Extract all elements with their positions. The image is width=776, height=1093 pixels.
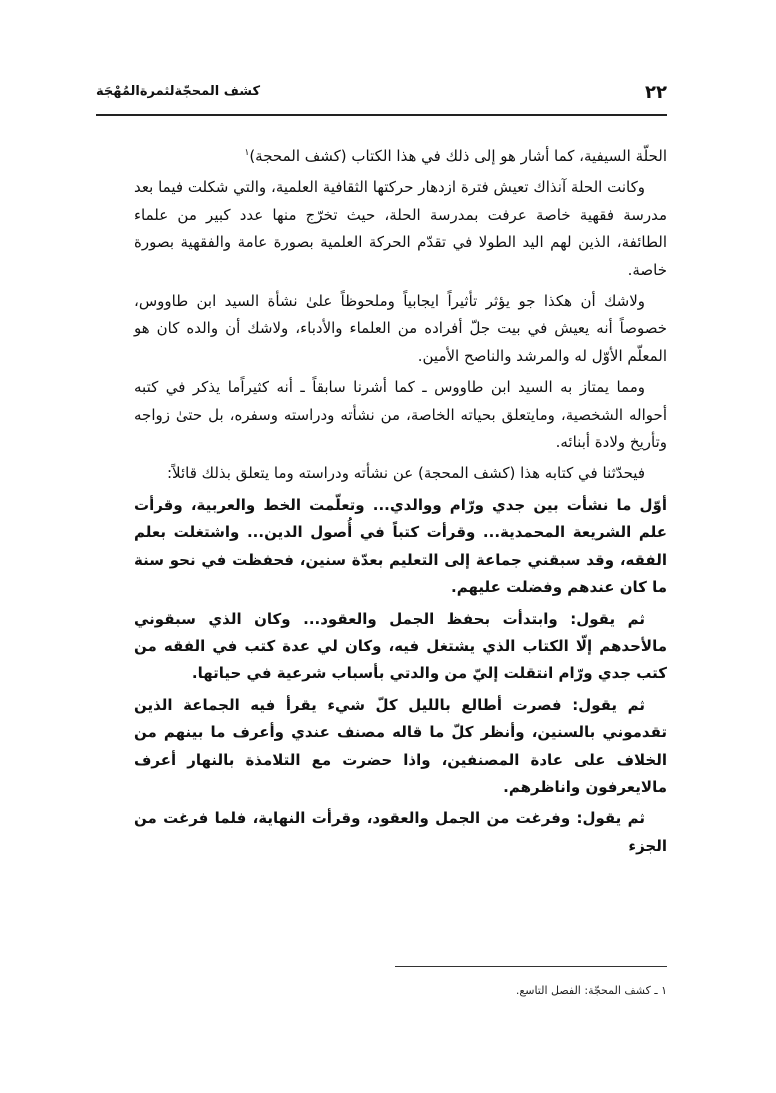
paragraph-text: فيحدّثنا في كتابه هذا (كشف المحجة) عن نشأته ودراسته وما يتعلق بذلك قائلاً: bbox=[166, 464, 645, 483]
paragraph-text: الحلّة السيفية، كما أشار هو إلى ذلك في هذا الكتاب (كشف المحجة) bbox=[249, 147, 667, 165]
page-number: ٢٢ bbox=[645, 82, 667, 103]
paragraph-text: ولاشك أن هكذا جو يؤثر تأثيراً ايجابياً وملحوظاً علىٰ نشأة السيد ابن طاووس، خصوصاً أنه يعيش في بيت جلّ أفراده من العلماء والأدباء، ولاشك أن والده كان هو المعلّم الأوّل له والمرشد والناصح الأمين. bbox=[134, 292, 667, 365]
paragraph-text: ثم يقول: وابتدأت بحفظ الجمل والعقود... وكان الذي سبقوني مالأحدهم إلّا الكتاب الذي يشتغل فيه، وكان لي عدة كتب في الفقه من كتب جدي ورّام انتقلت إليّ من والدتي بأسباب شرعية في حياتها. bbox=[134, 609, 667, 683]
paragraph bbox=[134, 140, 667, 170]
paragraph bbox=[134, 492, 667, 602]
main-text bbox=[134, 140, 667, 864]
paragraph bbox=[134, 692, 667, 802]
footnote: ١ ـ كشف المحجّة: الفصل التاسع. bbox=[515, 984, 667, 997]
page-header bbox=[96, 80, 667, 110]
paragraph bbox=[134, 288, 667, 370]
paragraph-text: ثم يقول: فصرت أطالع بالليل كلّ شيء يقرأ فيه الجماعة الذين تقدموني بالسنين، وأنظر كلّ ما قاله مصنف عندي وأعرف ما بينهم من الخلاف على عادة المصنفين، واذا حضرت مع التلامذة بالنهار أعرف مالايعرفون واناظرهم. bbox=[134, 695, 667, 796]
paragraph-text: ومما يمتاز به السيد ابن طاووس ـ كما أشرنا سابقاً ـ أنه كثيراًما يذكر في كتبه أحواله الشخصية، ومايتعلق بحياته الخاصة، من نشأته ودراسته وسفره، بل حتىٰ زواجه وتأريخ ولادة أبنائه. bbox=[134, 378, 667, 452]
paragraph bbox=[134, 460, 667, 487]
header-divider bbox=[96, 114, 667, 116]
footnote-divider bbox=[395, 966, 667, 967]
paragraph-text: وكانت الحلة آنذاك تعيش فترة ازدهار حركتها الثقافية العلمية، والتي شكلت فيما بعد مدرسة فقهية خاصة عرفت بمدرسة الحلة، حيث تخرّج منها عدد كبير من علماء الطائفة، الذين لهم اليد الطولا في تقدّم الحركة العلمية بصورة عامة والفقهية بصورة خاصة. bbox=[134, 178, 667, 279]
paragraph bbox=[134, 174, 667, 284]
paragraph bbox=[134, 805, 667, 860]
running-title: كشف المحجّةلثمرةالمُهْجَة bbox=[96, 84, 261, 99]
paragraph-text: أوّل ما نشأت بين جدي ورّام ووالدي... وتعلّمت الخط والعربية، وقرأت علم الشريعة المحمدية... وقرأت كتباً في أُصول الدين... واشتغلت بعلم الفقه، وقد سبقني جماعة إلى التعليم بعدّة سنين، فحفظت في نحو سنة ما كان عندهم وفضلت عليهم. bbox=[134, 495, 667, 597]
paragraph bbox=[134, 606, 667, 688]
paragraph-text: ثم يقول: وفرغت من الجمل والعقود، وقرأت النهاية، فلما فرغت من الجزء bbox=[134, 809, 667, 855]
paragraph bbox=[134, 374, 667, 456]
footnote-ref: ١ bbox=[244, 148, 250, 158]
